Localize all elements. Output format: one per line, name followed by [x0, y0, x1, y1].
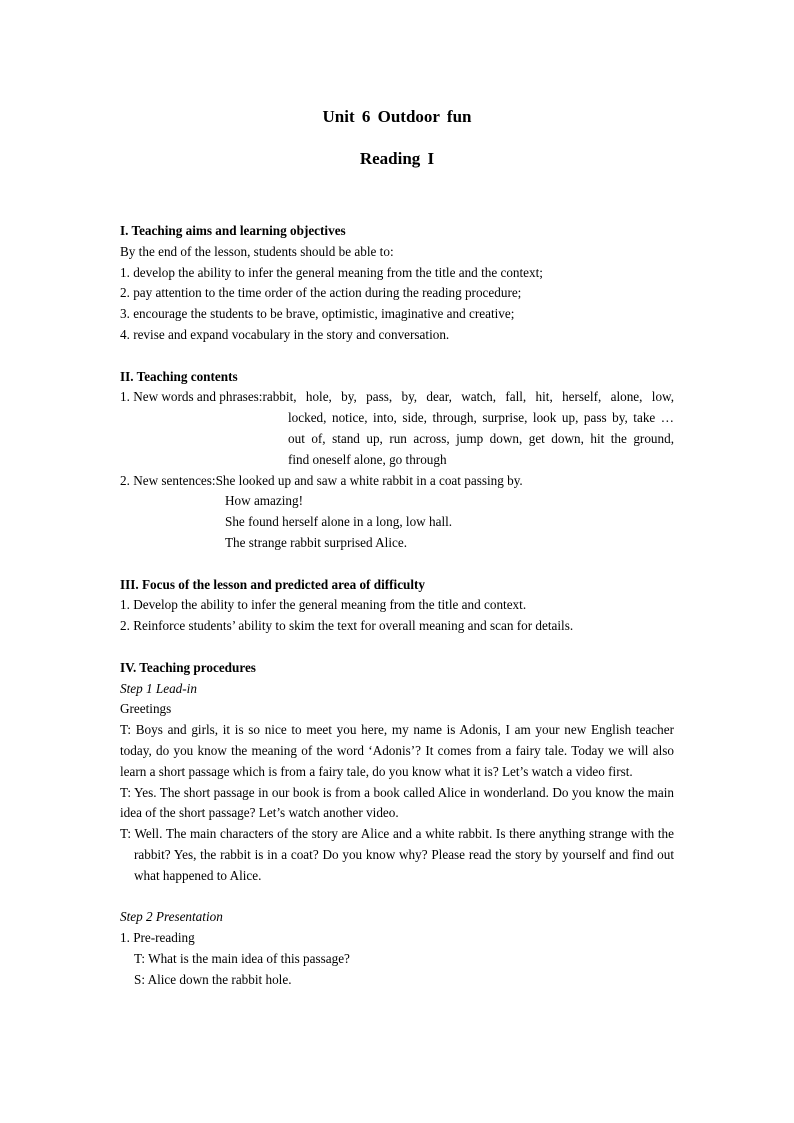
new-words-line: locked, notice, into, side, through, surprise, look up, pass by, take … — [288, 410, 674, 426]
document-body — [120, 221, 674, 990]
document-subtitle: Reading I — [359, 149, 435, 168]
step-title: Step 2 Presentation — [120, 909, 223, 925]
aims-item: 2. pay attention to the time order of the action during the reading procedure; — [120, 285, 522, 301]
aims-item: 1. develop the ability to infer the general meaning from the title and the context; — [120, 264, 543, 280]
new-words-label: 1. New words and phrases: — [120, 389, 263, 405]
new-sentences-block — [120, 471, 674, 492]
new-sentence: She looked up and saw a white rabbit in a coat passing by. — [215, 472, 523, 488]
student-answer: S: Alice down the rabbit hole. — [134, 971, 292, 987]
focus-item: 1. Develop the ability to infer the general meaning from the title and context. — [120, 597, 527, 613]
new-sentences-label: 2. New sentences: — [120, 472, 216, 488]
new-words-block — [120, 387, 674, 408]
section-heading-aims: I. Teaching aims and learning objectives — [120, 223, 346, 238]
aims-item: 3. encourage the students to be brave, optimistic, imaginative and creative; — [120, 306, 515, 322]
focus-item: 2. Reinforce students’ ability to skim the text for overall meaning and scan for details. — [120, 618, 574, 634]
aims-item: 4. revise and expand vocabulary in the story and conversation. — [120, 326, 450, 342]
new-sentence: How amazing! — [225, 493, 303, 509]
new-words-line: out of, stand up, run across, jump down, get down, hit the ground, — [288, 430, 674, 446]
dialogue-paragraph: T: Yes. The short passage in our book is from a book called Alice in wonderland. Do you know the main idea of the short passage? Let’s watch another video. — [120, 784, 674, 821]
step-title: Step 1 Lead-in — [120, 680, 197, 696]
dialogue-paragraph: T: Boys and girls, it is so nice to meet you here, my name is Adonis, I am your new English teacher today, do you know the meaning of the word ‘Adonis’? It comes from a fairy tale. Today we will also learn a short passage which is from a fairy tale, do you know what it is? Let’s watch a video first. — [120, 722, 674, 779]
new-words-line: find oneself alone, go through — [288, 451, 447, 467]
section-heading-focus: III. Focus of the lesson and predicted area of difficulty — [120, 576, 426, 592]
new-sentence: She found herself alone in a long, low hall. — [225, 514, 453, 530]
new-sentence: The strange rabbit surprised Alice. — [225, 534, 408, 550]
greetings-text: Greetings — [120, 701, 172, 717]
dialogue-paragraph: T: Well. The main characters of the story are Alice and a white rabbit. Is there anything strange with the rabbit? Yes, the rabbit is in a coat? Do you know why? Please read the story by yourself and find out what happened to Alice. — [120, 826, 674, 883]
aims-intro: By the end of the lesson, students should be able to: — [120, 243, 394, 259]
section-heading-contents: II. Teaching contents — [120, 368, 238, 384]
document-title: Unit 6 Outdoor fun — [322, 107, 472, 126]
pre-reading-label: 1. Pre-reading — [120, 930, 195, 946]
new-words-line: rabbit, hole, by, pass, by, dear, watch, fall, hit, herself, alone, low, — [262, 389, 674, 405]
section-heading-procedures: IV. Teaching procedures — [120, 659, 256, 675]
teacher-question: T: What is the main idea of this passage? — [134, 950, 350, 966]
